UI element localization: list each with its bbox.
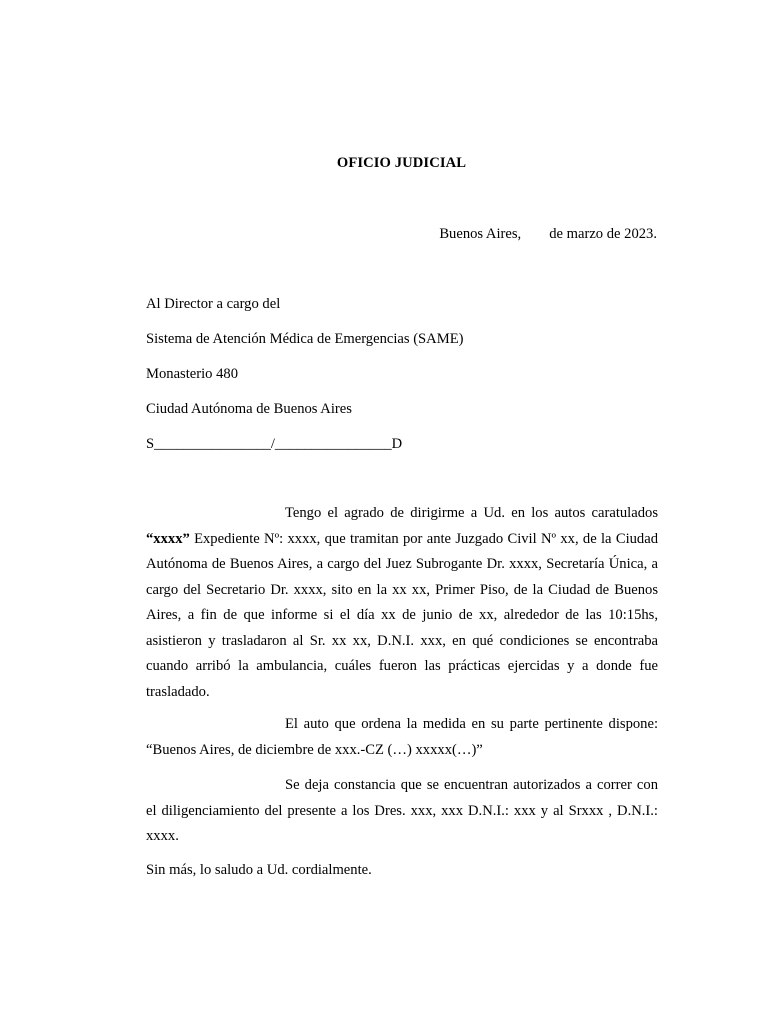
paragraph-1-lead: Tengo el agrado de dirigirme a Ud. en los autos caratulados — [285, 505, 658, 521]
paragraph-1 — [146, 501, 658, 705]
case-caption: “xxxx” — [146, 530, 190, 547]
address-line-2: Sistema de Atención Médica de Emergencias (SAME) — [146, 331, 464, 347]
date-rest: de marzo de 2023. — [549, 226, 657, 242]
date-place: Buenos Aires, — [439, 226, 522, 242]
closing-line: Sin más, lo saludo a Ud. cordialmente. — [146, 862, 372, 878]
date-line — [439, 226, 657, 243]
address-line-4: Ciudad Autónoma de Buenos Aires — [146, 401, 352, 417]
document-title: OFICIO JUDICIAL — [336, 155, 467, 171]
address-salutation-line: S________________/________________D — [146, 436, 403, 452]
paragraph-3: Se deja constancia que se encuentran autorizados a correr con el diligenciamiento del presente a los Dres. xxx, xxx D.N.I.: xxx y al Srxxx , D.N.I.: xxxx. — [146, 777, 658, 844]
paragraph-2: El auto que ordena la medida en su parte pertinente dispone: “Buenos Aires, de diciembre de xxx.-CZ (…) xxxxx(…)” — [146, 716, 658, 758]
address-line-3: Monasterio 480 — [146, 366, 239, 382]
address-line-1: Al Director a cargo del — [146, 296, 281, 312]
paragraph-1-rest: Expediente Nº: xxxx, que tramitan por ante Juzgado Civil Nº xx, de la Ciudad Autónoma de Buenos Aires, a cargo del Juez Subrogante Dr. xxxx, Secretaría Única, a cargo del Secretario Dr. xxxx, sito en la xx xx, Primer Piso, de la Ciudad de Buenos Aires, a fin de que informe si el día xx de junio de xx, alrededor de las 10:15hs, asistieron y trasladaron al Sr. xx xx, D.N.I. xxx, en qué condiciones se encontraba cuando arribó la ambulancia, cuáles fueron las prácticas ejercidas y a donde fue trasladado. — [146, 530, 658, 700]
